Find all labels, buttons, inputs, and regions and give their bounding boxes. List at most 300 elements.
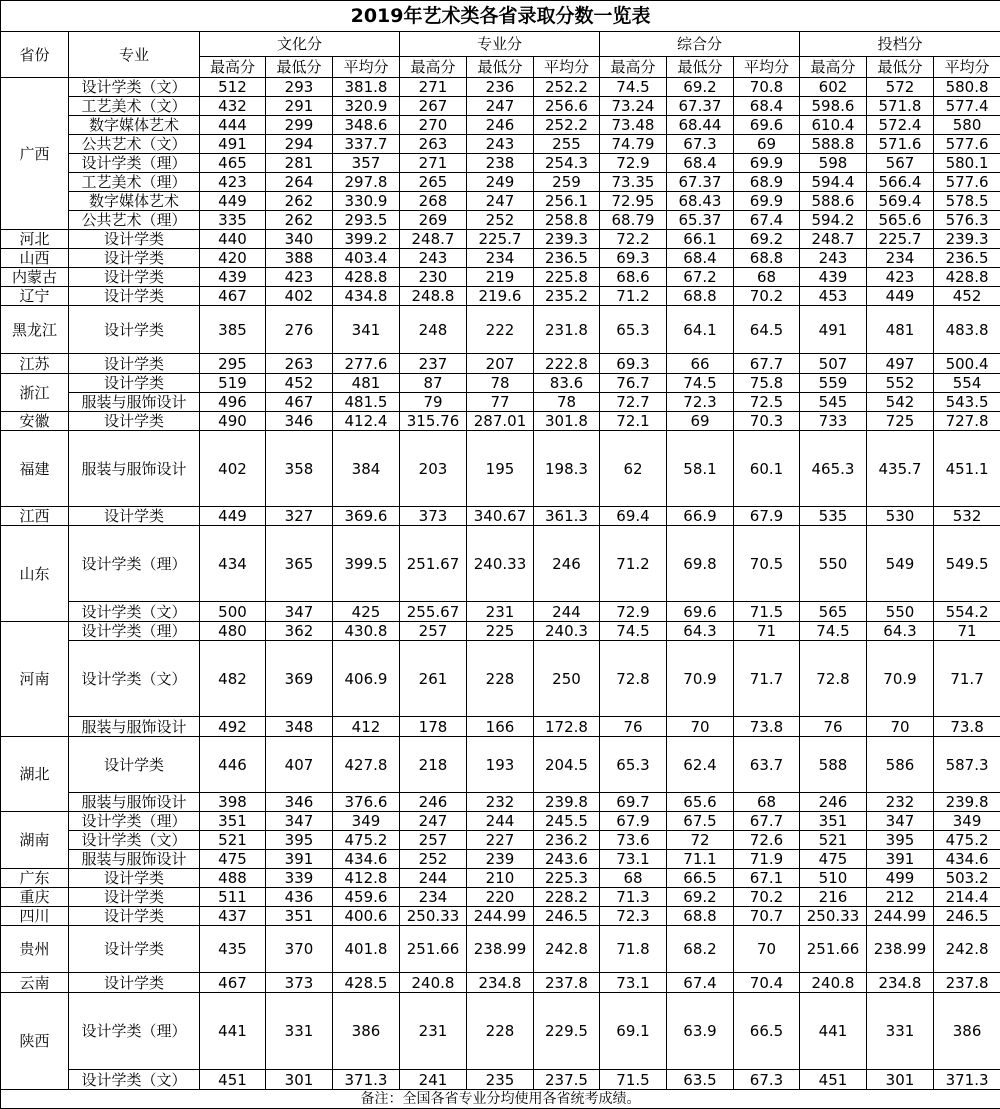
major-cell: 设计学类（文） (69, 1070, 200, 1090)
score-cell: 301.8 (534, 412, 600, 431)
score-cell: 320.9 (333, 97, 400, 116)
score-cell: 68 (734, 793, 800, 812)
major-cell: 设计学类（文） (69, 831, 200, 850)
score-cell: 402 (200, 431, 266, 507)
score-cell: 521 (800, 831, 867, 850)
table-row (1, 154, 1000, 173)
score-cell: 232 (467, 793, 534, 812)
score-cell: 67.3 (667, 135, 734, 154)
table-row (1, 116, 1000, 135)
subheader-avg: 平均分 (934, 57, 1000, 78)
score-cell: 407 (266, 737, 333, 793)
score-cell: 395 (867, 831, 934, 850)
score-cell: 428.8 (333, 268, 400, 287)
score-cell: 423 (200, 173, 266, 192)
score-cell: 452 (266, 374, 333, 393)
header-province: 省份 (1, 32, 69, 78)
score-cell: 60.1 (734, 431, 800, 507)
score-cell: 71 (934, 622, 1000, 641)
score-cell: 249 (467, 173, 534, 192)
major-cell: 设计学类 (69, 287, 200, 306)
score-cell: 250.33 (800, 907, 867, 926)
score-cell: 399.2 (333, 230, 400, 249)
score-cell: 373 (266, 973, 333, 993)
province-cell: 湖北 (1, 737, 69, 812)
table-row (1, 268, 1000, 287)
score-cell: 244 (534, 602, 600, 622)
score-cell: 499 (867, 869, 934, 888)
score-cell: 68.44 (667, 116, 734, 135)
score-cell: 577.4 (934, 97, 1000, 116)
score-cell: 231 (467, 602, 534, 622)
score-cell: 361.3 (534, 507, 600, 526)
score-cell: 243.6 (534, 850, 600, 869)
score-cell: 222 (467, 306, 534, 354)
score-cell: 79 (400, 393, 467, 412)
score-cell: 281 (266, 154, 333, 173)
score-cell: 398 (200, 793, 266, 812)
score-cell: 71.1 (667, 850, 734, 869)
score-cell: 262 (266, 192, 333, 211)
score-cell: 725 (867, 412, 934, 431)
score-cell: 66.9 (667, 507, 734, 526)
table-row (1, 97, 1000, 116)
score-cell: 535 (800, 507, 867, 526)
score-cell: 69.8 (667, 526, 734, 602)
major-cell: 数字媒体艺术 (69, 192, 200, 211)
score-cell: 434.6 (934, 850, 1000, 869)
score-cell: 467 (200, 973, 266, 993)
score-cell: 67.37 (667, 173, 734, 192)
score-cell: 451 (200, 1070, 266, 1090)
score-cell: 503.2 (934, 869, 1000, 888)
score-cell: 67.1 (734, 869, 800, 888)
score-cell: 578.5 (934, 192, 1000, 211)
score-cell: 216 (800, 888, 867, 907)
score-cell: 73.1 (600, 973, 667, 993)
table-row (1, 737, 1000, 793)
score-cell: 70.7 (734, 907, 800, 926)
province-cell: 江西 (1, 507, 69, 526)
score-cell: 402 (266, 287, 333, 306)
score-cell: 72.95 (600, 192, 667, 211)
table-row (1, 412, 1000, 431)
score-cell: 598 (800, 154, 867, 173)
score-cell: 69.2 (667, 78, 734, 97)
score-cell: 64.3 (867, 622, 934, 641)
score-cell: 428.5 (333, 973, 400, 993)
score-cell: 70.2 (734, 888, 800, 907)
score-cell: 271 (400, 154, 467, 173)
score-cell: 263 (400, 135, 467, 154)
score-cell: 423 (867, 268, 934, 287)
score-cell: 243 (467, 135, 534, 154)
score-cell: 244.99 (467, 907, 534, 926)
score-cell: 351 (200, 812, 266, 831)
score-cell: 67.37 (667, 97, 734, 116)
score-cell: 254.3 (534, 154, 600, 173)
score-cell: 207 (467, 354, 534, 374)
score-cell: 246 (400, 793, 467, 812)
score-cell: 220 (467, 888, 534, 907)
score-cell: 248.7 (800, 230, 867, 249)
score-cell: 572.4 (867, 116, 934, 135)
score-cell: 73.48 (600, 116, 667, 135)
score-cell: 72.3 (600, 907, 667, 926)
province-cell: 广东 (1, 869, 69, 888)
score-cell: 434 (200, 526, 266, 602)
major-cell: 设计学类 (69, 737, 200, 793)
score-cell: 68 (600, 869, 667, 888)
score-cell: 598.6 (800, 97, 867, 116)
score-cell: 235.2 (534, 287, 600, 306)
score-cell: 386 (333, 993, 400, 1070)
major-cell: 设计学类 (69, 973, 200, 993)
major-cell: 服装与服饰设计 (69, 393, 200, 412)
score-cell: 449 (867, 287, 934, 306)
score-cell: 230 (400, 268, 467, 287)
score-cell: 452 (934, 287, 1000, 306)
score-cell: 69.3 (600, 249, 667, 268)
score-cell: 255.67 (400, 602, 467, 622)
score-cell: 248 (400, 306, 467, 354)
table-row (1, 926, 1000, 973)
score-cell: 70.4 (734, 973, 800, 993)
score-cell: 239 (467, 850, 534, 869)
score-cell: 268 (400, 192, 467, 211)
score-cell: 239.3 (534, 230, 600, 249)
score-cell: 401.8 (333, 926, 400, 973)
major-cell: 工艺美术（理） (69, 173, 200, 192)
score-cell: 222.8 (534, 354, 600, 374)
score-cell: 241 (400, 1070, 467, 1090)
score-cell: 552 (867, 374, 934, 393)
score-cell: 66.5 (667, 869, 734, 888)
score-cell: 482 (200, 641, 266, 717)
major-cell: 设计学类（文） (69, 641, 200, 717)
score-cell: 475 (800, 850, 867, 869)
score-cell: 234.8 (467, 973, 534, 993)
score-cell: 69.1 (600, 993, 667, 1070)
score-cell: 214.4 (934, 888, 1000, 907)
province-cell: 山西 (1, 249, 69, 268)
score-cell: 225 (467, 622, 534, 641)
score-cell: 554.2 (934, 602, 1000, 622)
score-cell: 400.6 (333, 907, 400, 926)
score-cell: 212 (867, 888, 934, 907)
score-cell: 391 (266, 850, 333, 869)
table-row (1, 354, 1000, 374)
score-cell: 195 (467, 431, 534, 507)
major-cell: 服装与服饰设计 (69, 431, 200, 507)
header-composite-score: 综合分 (600, 32, 800, 57)
score-cell: 727.8 (934, 412, 1000, 431)
score-cell: 287.01 (467, 412, 534, 431)
major-cell: 设计学类（理） (69, 993, 200, 1070)
score-cell: 74.5 (667, 374, 734, 393)
province-cell: 重庆 (1, 888, 69, 907)
score-cell: 71.9 (734, 850, 800, 869)
score-cell: 569.4 (867, 192, 934, 211)
table-row (1, 192, 1000, 211)
major-cell: 公共艺术（理） (69, 211, 200, 230)
score-cell: 357 (333, 154, 400, 173)
score-cell: 252 (467, 211, 534, 230)
score-cell: 358 (266, 431, 333, 507)
score-cell: 610.4 (800, 116, 867, 135)
score-cell: 439 (800, 268, 867, 287)
score-cell: 467 (266, 393, 333, 412)
score-cell: 588.6 (800, 192, 867, 211)
score-cell: 252.2 (534, 78, 600, 97)
score-cell: 435.7 (867, 431, 934, 507)
score-cell: 72.8 (800, 641, 867, 717)
major-cell: 设计学类 (69, 926, 200, 973)
score-cell: 73.8 (934, 717, 1000, 737)
score-cell: 348.6 (333, 116, 400, 135)
major-cell: 设计学类（理） (69, 154, 200, 173)
score-cell: 72.5 (734, 393, 800, 412)
score-cell: 67.2 (667, 268, 734, 287)
score-cell: 559 (800, 374, 867, 393)
score-cell: 571.8 (867, 97, 934, 116)
score-cell: 69.3 (600, 354, 667, 374)
score-cell: 247 (400, 812, 467, 831)
score-cell: 228 (467, 641, 534, 717)
score-cell: 69 (734, 135, 800, 154)
province-cell: 湖南 (1, 812, 69, 869)
table-row (1, 507, 1000, 526)
score-cell: 240.8 (800, 973, 867, 993)
score-cell: 242.8 (534, 926, 600, 973)
subheader-max: 最高分 (200, 57, 266, 78)
score-cell: 166 (467, 717, 534, 737)
score-cell: 381.8 (333, 78, 400, 97)
score-cell: 67.7 (734, 812, 800, 831)
score-cell: 347 (266, 812, 333, 831)
score-cell: 475.2 (934, 831, 1000, 850)
province-cell: 广西 (1, 78, 69, 230)
score-cell: 238.99 (467, 926, 534, 973)
score-cell: 247 (467, 97, 534, 116)
score-cell: 365 (266, 526, 333, 602)
table-row (1, 306, 1000, 354)
score-cell: 231 (400, 993, 467, 1070)
province-cell: 安徽 (1, 412, 69, 431)
score-cell: 248.8 (400, 287, 467, 306)
score-cell: 434.8 (333, 287, 400, 306)
score-cell: 588 (800, 737, 867, 793)
score-cell: 293 (266, 78, 333, 97)
score-cell: 512 (200, 78, 266, 97)
score-cell: 412.4 (333, 412, 400, 431)
score-cell: 67.4 (667, 973, 734, 993)
score-cell: 228 (467, 993, 534, 1070)
major-cell: 设计学类（理） (69, 812, 200, 831)
score-cell: 425 (333, 602, 400, 622)
score-cell: 331 (266, 993, 333, 1070)
score-cell: 238.99 (867, 926, 934, 973)
table-row (1, 831, 1000, 850)
score-cell: 172.8 (534, 717, 600, 737)
score-cell: 276 (266, 306, 333, 354)
score-cell: 72 (667, 831, 734, 850)
score-cell: 277.6 (333, 354, 400, 374)
score-cell: 348 (266, 717, 333, 737)
score-cell: 71.2 (600, 526, 667, 602)
score-cell: 412 (333, 717, 400, 737)
score-cell: 481 (867, 306, 934, 354)
score-cell: 235 (467, 1070, 534, 1090)
subheader-max: 最高分 (600, 57, 667, 78)
major-cell: 设计学类 (69, 306, 200, 354)
score-cell: 67.4 (734, 211, 800, 230)
score-cell: 521 (200, 831, 266, 850)
score-cell: 237.8 (934, 973, 1000, 993)
score-cell: 550 (800, 526, 867, 602)
score-cell: 65.6 (667, 793, 734, 812)
table-row (1, 135, 1000, 154)
score-cell: 423 (266, 268, 333, 287)
score-cell: 565.6 (867, 211, 934, 230)
score-cell: 572 (867, 78, 934, 97)
score-cell: 481 (333, 374, 400, 393)
score-cell: 219 (467, 268, 534, 287)
score-cell: 76 (600, 717, 667, 737)
score-cell: 391 (867, 850, 934, 869)
score-cell: 68.2 (667, 926, 734, 973)
score-cell: 330.9 (333, 192, 400, 211)
score-cell: 465.3 (800, 431, 867, 507)
header-filing-score: 投档分 (800, 32, 1000, 57)
score-cell: 70.8 (734, 78, 800, 97)
score-cell: 490 (200, 412, 266, 431)
score-cell: 69.9 (734, 192, 800, 211)
score-cell: 577.6 (934, 135, 1000, 154)
score-cell: 532 (934, 507, 1000, 526)
score-cell: 554 (934, 374, 1000, 393)
score-cell: 347 (867, 812, 934, 831)
score-cell: 549.5 (934, 526, 1000, 602)
province-cell: 浙江 (1, 374, 69, 412)
major-cell: 设计学类 (69, 374, 200, 393)
score-cell: 231.8 (534, 306, 600, 354)
score-cell: 293.5 (333, 211, 400, 230)
score-cell: 70 (667, 717, 734, 737)
score-cell: 69.6 (734, 116, 800, 135)
score-cell: 76.7 (600, 374, 667, 393)
score-cell: 371.3 (333, 1070, 400, 1090)
score-cell: 488 (200, 869, 266, 888)
score-cell: 73.1 (600, 850, 667, 869)
score-cell: 238 (467, 154, 534, 173)
score-cell: 435 (200, 926, 266, 973)
score-cell: 257 (400, 831, 467, 850)
score-cell: 264 (266, 173, 333, 192)
score-cell: 586 (867, 737, 934, 793)
table-row (1, 602, 1000, 622)
score-cell: 244.99 (867, 907, 934, 926)
major-cell: 设计学类 (69, 249, 200, 268)
table-row (1, 888, 1000, 907)
score-cell: 234 (467, 249, 534, 268)
score-cell: 71.5 (600, 1070, 667, 1090)
table-row (1, 526, 1000, 602)
score-cell: 67.5 (667, 812, 734, 831)
score-cell: 62 (600, 431, 667, 507)
major-cell: 设计学类 (69, 507, 200, 526)
score-cell: 74.5 (600, 78, 667, 97)
score-cell: 432 (200, 97, 266, 116)
score-cell: 71.7 (734, 641, 800, 717)
major-cell: 设计学类（文） (69, 602, 200, 622)
score-cell: 227 (467, 831, 534, 850)
score-cell: 337.7 (333, 135, 400, 154)
table-row (1, 793, 1000, 812)
score-cell: 542 (867, 393, 934, 412)
score-cell: 72.8 (600, 641, 667, 717)
major-cell: 服装与服饰设计 (69, 850, 200, 869)
score-cell: 566.4 (867, 173, 934, 192)
score-cell: 267 (400, 97, 467, 116)
score-cell: 545 (800, 393, 867, 412)
score-cell: 481.5 (333, 393, 400, 412)
score-cell: 299 (266, 116, 333, 135)
score-cell: 72.2 (600, 230, 667, 249)
score-cell: 349 (333, 812, 400, 831)
score-cell: 67.9 (600, 812, 667, 831)
score-cell: 240.8 (400, 973, 467, 993)
score-cell: 237 (400, 354, 467, 374)
score-cell: 265 (400, 173, 467, 192)
score-cell: 74.79 (600, 135, 667, 154)
score-cell: 219.6 (467, 287, 534, 306)
table-row (1, 173, 1000, 192)
score-cell: 339 (266, 869, 333, 888)
province-cell: 福建 (1, 431, 69, 507)
major-cell: 数字媒体艺术 (69, 116, 200, 135)
score-cell: 370 (266, 926, 333, 973)
score-cell: 480 (200, 622, 266, 641)
score-cell: 362 (266, 622, 333, 641)
province-cell: 陕西 (1, 993, 69, 1090)
score-cell: 218 (400, 737, 467, 793)
score-cell: 239.8 (534, 793, 600, 812)
score-cell: 77 (467, 393, 534, 412)
score-cell: 203 (400, 431, 467, 507)
score-cell: 240.3 (534, 622, 600, 641)
score-cell: 83.6 (534, 374, 600, 393)
score-cell: 68.4 (667, 249, 734, 268)
score-cell: 70.2 (734, 287, 800, 306)
table-row (1, 641, 1000, 717)
score-cell: 68.79 (600, 211, 667, 230)
score-cell: 72.1 (600, 412, 667, 431)
province-cell: 辽宁 (1, 287, 69, 306)
score-cell: 225.7 (867, 230, 934, 249)
score-cell: 580 (934, 116, 1000, 135)
table-row (1, 812, 1000, 831)
province-cell: 河北 (1, 230, 69, 249)
score-cell: 580.1 (934, 154, 1000, 173)
score-cell: 58.1 (667, 431, 734, 507)
score-cell: 247 (467, 192, 534, 211)
score-cell: 327 (266, 507, 333, 526)
score-cell: 178 (400, 717, 467, 737)
score-cell: 510 (800, 869, 867, 888)
table-title: 2019年艺术类各省录取分数一览表 (1, 1, 1000, 32)
score-cell: 236.5 (534, 249, 600, 268)
